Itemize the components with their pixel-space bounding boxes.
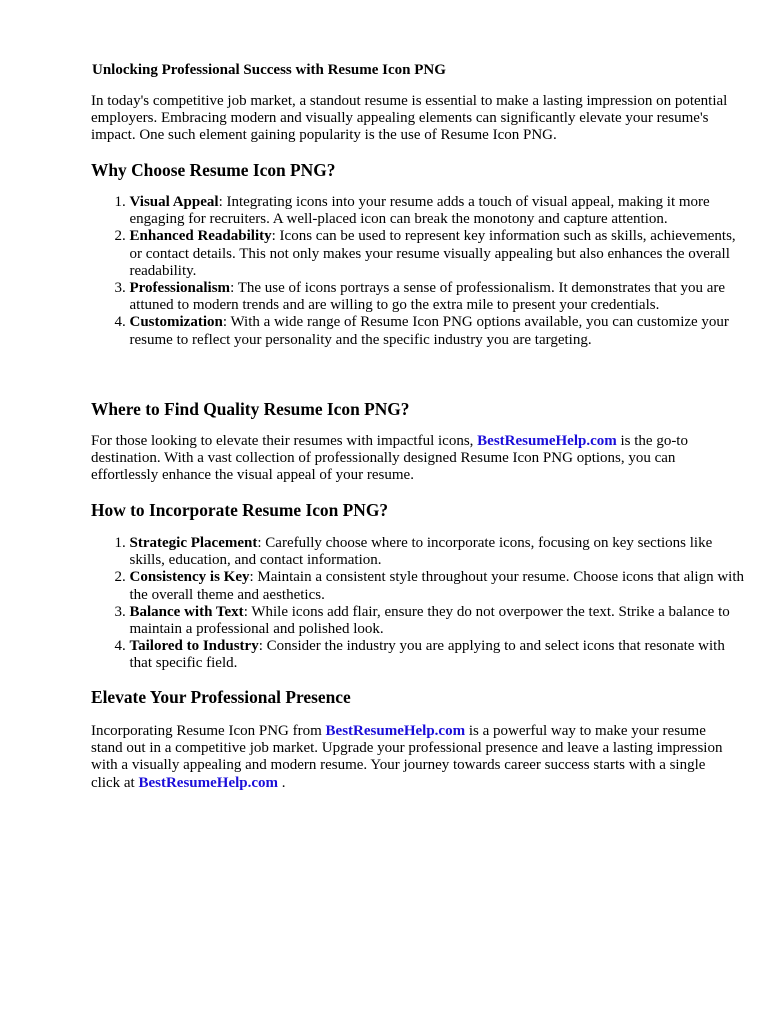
list-item-text: Consider the industry you are applying to and select icons that resonate with that specific field. xyxy=(129,638,725,672)
intro-paragraph: In today's competitive job market, a standout resume is essential to make a lasting impression on potential employers. Embracing modern and visually appealing elements can significantly elevate your resume's impact. One such element gaining popularity is the use of Resume Icon PNG. xyxy=(91,93,728,144)
list-item-term: Balance with Text xyxy=(129,603,244,620)
bestresumehelp-link[interactable]: BestResumeHelp.com xyxy=(138,774,279,791)
list-item-term: Enhanced Readability xyxy=(129,228,272,245)
list-item: 3. Professionalism: The use of icons portrays a sense of professionalism. It demonstrates that you are attuned to modern trends and are willing to go the extra mile to present your credentials. xyxy=(130,280,750,314)
how-heading: How to Incorporate Resume Icon PNG? xyxy=(91,500,389,520)
list-item: 1. Strategic Placement: Carefully choose where to incorporate icons, focusing on key sections like skills, education, and contact information. xyxy=(130,535,750,569)
list-item-text: The use of icons portrays a sense of professionalism. It demonstrates that you are attuned to modern trends and are willing to go the extra mile to present your credentials. xyxy=(129,280,726,314)
list-item-text: Carefully choose where to incorporate icons, focusing on key sections like skills, education, and contact information. xyxy=(129,535,713,569)
document-title: Unlocking Professional Success with Resume Icon PNG xyxy=(92,62,446,78)
list-item: 2. Enhanced Readability: Icons can be used to represent key information such as skills, achievements, or contact details. This not only makes your resume visually appealing but also enhances the overall readability. xyxy=(130,228,750,280)
list-item: 4. Customization: With a wide range of Resume Icon PNG options available, you can customize your resume to reflect your personality and the specific industry you are targeting. xyxy=(130,314,750,348)
list-item-term: Strategic Placement xyxy=(129,535,258,551)
bestresumehelp-link[interactable]: BestResumeHelp.com xyxy=(477,433,617,449)
list-item-text: With a wide range of Resume Icon PNG options available, you can customize your resume to reflect your personality and the specific industry you are targeting. xyxy=(129,314,729,348)
why-list xyxy=(91,194,750,349)
elevate-paragraph: Incorporating Resume Icon PNG from BestResumeHelp.com is a powerful way to make your resume stand out in a competitive job market. Upgrade your professional presence and leave a lasting impression with a visually appealing and modern resume. Your journey towards career success starts with a single click at BestResumeHelp.com . xyxy=(91,723,723,791)
list-item-term: Professionalism xyxy=(129,280,231,297)
list-item: 4. Tailored to Industry: Consider the industry you are applying to and select icons that resonate with that specific field. xyxy=(130,638,750,672)
where-heading: Where to Find Quality Resume Icon PNG? xyxy=(91,399,410,419)
list-item: 3. Balance with Text: While icons add flair, ensure they do not overpower the text. Strike a balance to maintain a professional and polished look. xyxy=(130,604,750,638)
where-paragraph: For those looking to elevate their resumes with impactful icons, BestResumeHelp.com is the go-to destination. With a vast collection of professionally designed Resume Icon PNG options, you can effortlessly enhance the visual appeal of your resume. xyxy=(91,433,688,484)
why-heading: Why Choose Resume Icon PNG? xyxy=(91,160,336,180)
list-item-term: Visual Appeal xyxy=(129,194,219,210)
list-item-term: Consistency is Key xyxy=(129,569,250,586)
bestresumehelp-link[interactable]: BestResumeHelp.com xyxy=(325,723,466,739)
elevate-heading: Elevate Your Professional Presence xyxy=(91,687,351,707)
list-item-term: Customization xyxy=(129,314,223,331)
list-item-term: Tailored to Industry xyxy=(129,638,259,655)
list-item-text: Integrating icons into your resume adds a touch of visual appeal, making it more engaging for recruiters. A well-placed icon can break the monotony and capture attention. xyxy=(129,194,710,228)
list-item: 1. Visual Appeal: Integrating icons into your resume adds a touch of visual appeal, making it more engaging for recruiters. A well-placed icon can break the monotony and capture attention. xyxy=(130,194,750,228)
list-item-text: Maintain a consistent style throughout your resume. Choose icons that align with the overall theme and aesthetics. xyxy=(129,569,745,603)
list-item-text: While icons add flair, ensure they do not overpower the text. Strike a balance to maintain a professional and polished look. xyxy=(129,603,730,638)
how-list xyxy=(91,535,750,673)
list-item-text: Icons can be used to represent key information such as skills, achievements, or contact details. This not only makes your resume visually appealing but also enhances the overall readability. xyxy=(129,228,736,279)
list-item: 2. Consistency is Key: Maintain a consistent style throughout your resume. Choose icons that align with the overall theme and aesthetics. xyxy=(130,569,750,603)
